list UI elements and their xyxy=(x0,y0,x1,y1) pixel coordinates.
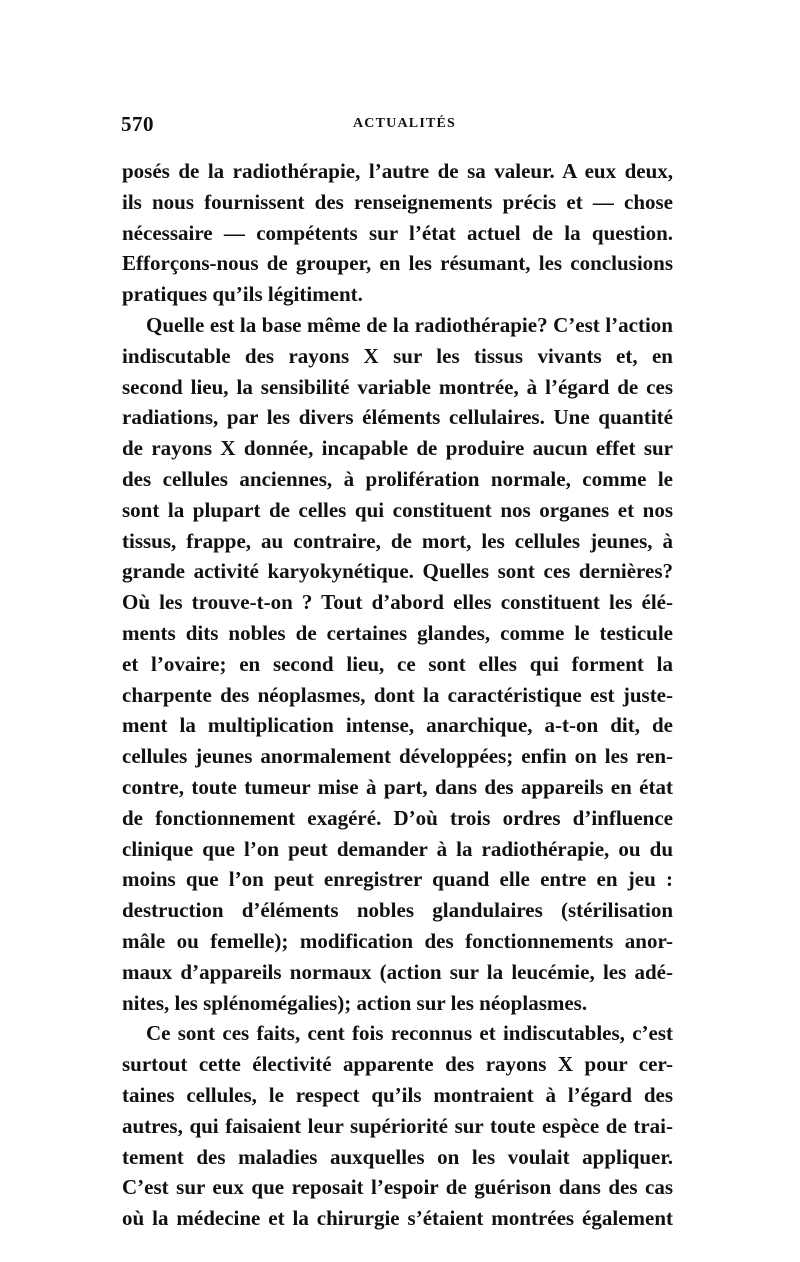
text-line: ments dits nobles de certaines glandes, comme le testicule xyxy=(122,620,673,645)
text-line: cellules jeunes anormalement développées; enfin on les ren- xyxy=(122,744,673,769)
text-line: tement des maladies auxquelles on les voulait appliquer. xyxy=(122,1144,673,1169)
text-line: posés de la radiothérapie, l’autre de sa valeur. A eux deux, xyxy=(122,159,673,183)
text-line: destruction d’éléments nobles glandulaires (stérilisation xyxy=(122,898,673,923)
page-number: 570 xyxy=(121,112,154,136)
text-line: moins que l’on peut enregistrer quand elle entre en jeu : xyxy=(122,867,673,892)
text-line: Efforçons-nous de grouper, en les résumant, les conclusions xyxy=(122,251,673,276)
text-line: clinique que l’on peut demander à la radiothérapie, ou du xyxy=(122,836,673,861)
text-line: C’est sur eux que reposait l’espoir de guérison dans des cas xyxy=(122,1175,673,1200)
text-line: ment la multiplication intense, anarchique, a-t-on dit, de xyxy=(122,713,673,738)
text-line: autres, qui faisaient leur supériorité sur toute espèce de trai- xyxy=(122,1113,673,1138)
running-head: ACTUALITÉS xyxy=(353,116,457,131)
page-header xyxy=(121,112,673,138)
text-line: des cellules anciennes, à prolifération normale, comme le xyxy=(122,466,673,491)
text-line: pratiques qu’ils légitiment. xyxy=(122,282,363,307)
text-line: taines cellules, le respect qu’ils montraient à l’égard des xyxy=(122,1082,673,1107)
text-line: surtout cette électivité apparente des rayons X pour cer- xyxy=(122,1052,673,1077)
text-line: mâle ou femelle); modification des fonctionnements anor- xyxy=(122,928,673,953)
text-line: Où les trouve-t-on ? Tout d’abord elles constituent les élé- xyxy=(122,590,673,615)
text-line: radiations, par les divers éléments cellulaires. Une quantité xyxy=(122,405,673,430)
text-line: tissus, frappe, au contraire, de mort, les cellules jeunes, à xyxy=(122,528,673,553)
text-line: contre, toute tumeur mise à part, dans des appareils en état xyxy=(122,774,673,799)
text-line: nécessaire — compétents sur l’état actuel de la question. xyxy=(122,220,673,245)
text-line: sont la plupart de celles qui constituent nos organes et nos xyxy=(122,497,673,522)
text-line: et l’ovaire; en second lieu, ce sont elles qui forment la xyxy=(122,651,673,676)
text-line: ils nous fournissent des renseignements précis et — chose xyxy=(122,189,673,214)
text-line: maux d’appareils normaux (action sur la leucémie, les adé- xyxy=(122,959,673,984)
text-line: où la médecine et la chirurgie s’étaient montrées également xyxy=(122,1206,673,1231)
text-line: nites, les splénomégalies); action sur les néoplasmes. xyxy=(122,990,588,1015)
text-line: charpente des néoplasmes, dont la caractéristique est juste- xyxy=(122,682,673,707)
text-line: Ce sont ces faits, cent fois reconnus et indiscutables, c’est xyxy=(146,1021,673,1046)
text-line: grande activité karyokynétique. Quelles sont ces dernières? xyxy=(122,559,673,584)
body-text xyxy=(122,156,673,1234)
text-line: de rayons X donnée, incapable de produire aucun effet sur xyxy=(122,436,673,461)
text-line: Quelle est la base même de la radiothérapie? C’est l’action xyxy=(146,312,673,337)
text-line: indiscutable des rayons X sur les tissus vivants et, en xyxy=(122,343,673,368)
text-line: second lieu, la sensibilité variable montrée, à l’égard de ces xyxy=(122,374,673,399)
text-line: de fonctionnement exagéré. D’où trois ordres d’influence xyxy=(122,805,673,830)
